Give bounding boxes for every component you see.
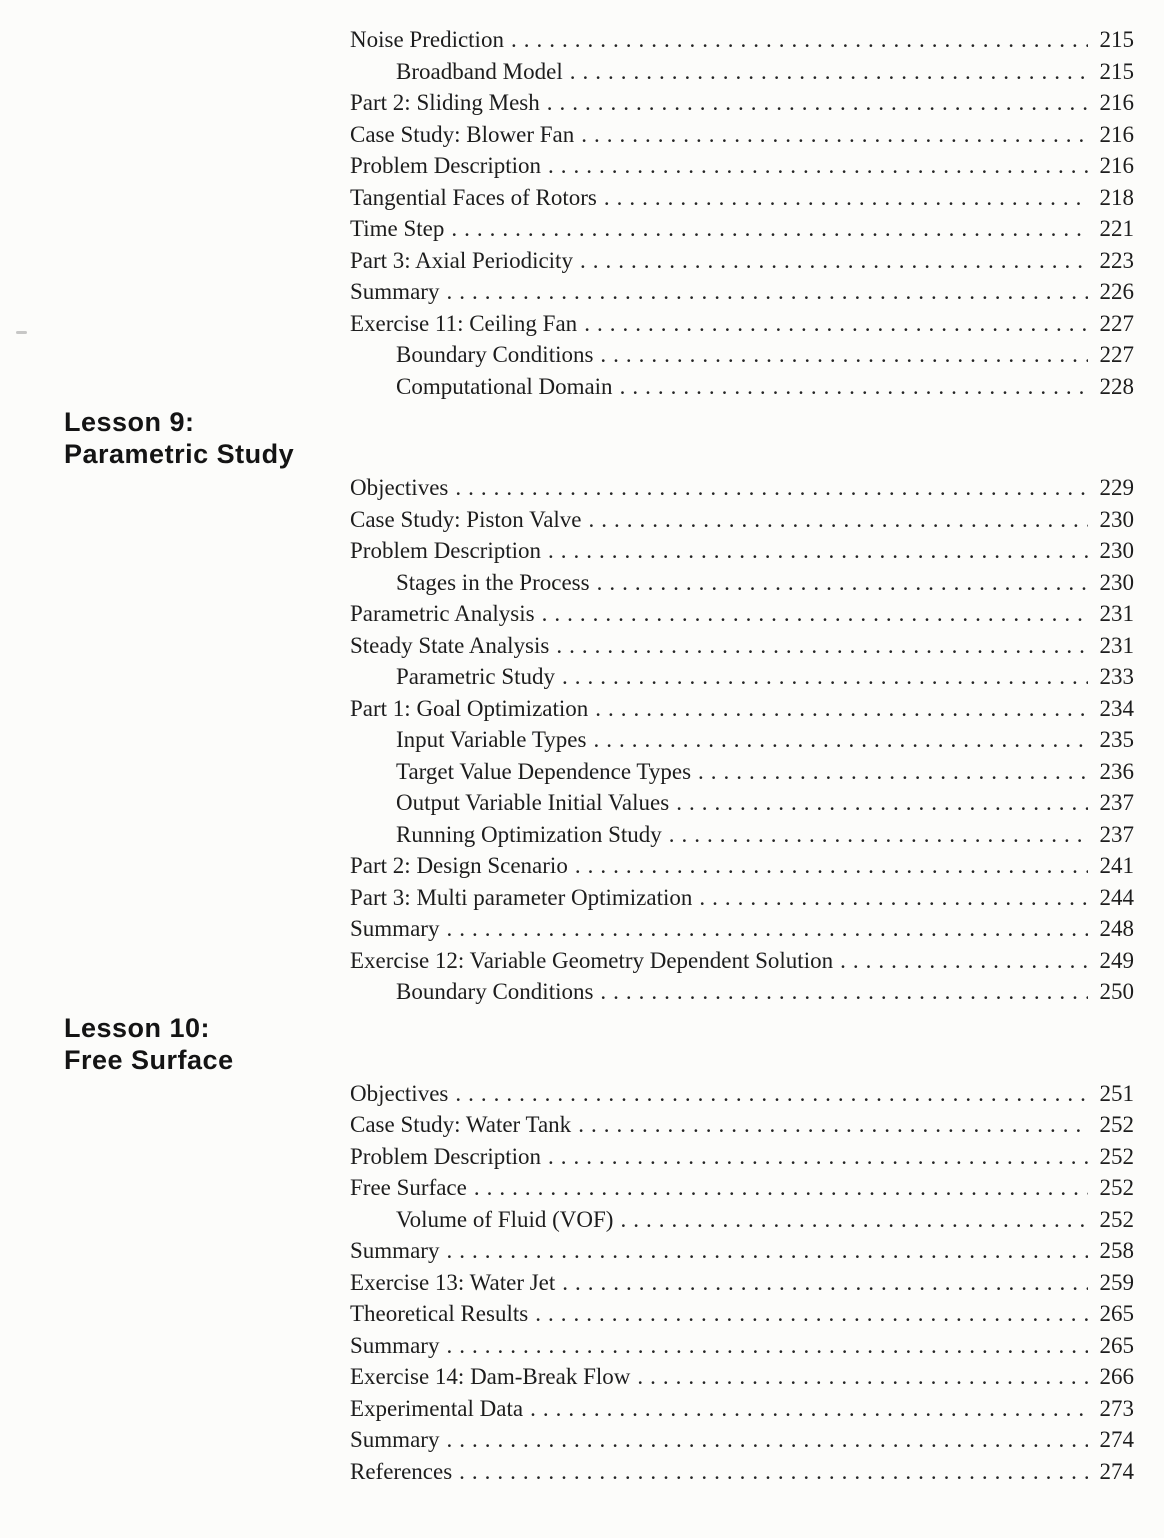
toc-entry-title: Part 3: Axial Periodicity (350, 247, 573, 273)
toc-entry-title: Part 2: Sliding Mesh (350, 90, 540, 115)
toc-entry-page-number: 223 (1099, 247, 1134, 273)
toc-entry (350, 976, 1134, 1008)
toc-entry-title: References (350, 1458, 453, 1484)
toc-entry-title: Summary (350, 279, 440, 304)
toc-entries (350, 1078, 1134, 1488)
toc-entry (350, 1267, 1134, 1299)
toc-entry-title: Input Variable Types (396, 727, 587, 752)
toc-entry-title: Case Study: Blower Fan (350, 121, 575, 147)
toc-entry (350, 1361, 1134, 1393)
toc-entry (350, 661, 1134, 693)
toc-entry-page-number: 266 (1099, 1364, 1134, 1389)
toc-leader-dots (620, 1204, 1088, 1236)
toc-entry (350, 819, 1134, 851)
toc-entry (350, 1456, 1134, 1488)
toc-entry-title: Problem Description (350, 153, 541, 178)
toc-section (0, 24, 1164, 402)
toc-entry-page-number: 265 (1099, 1301, 1134, 1326)
toc-entry (350, 56, 1134, 88)
toc-entry-page-number: 228 (1099, 373, 1134, 399)
toc-entry (350, 339, 1134, 371)
toc-entry (350, 850, 1134, 882)
toc-leader-dots (459, 1456, 1088, 1488)
toc-leader-dots (547, 87, 1088, 119)
toc-section (0, 406, 1164, 1008)
toc-leader-dots (595, 693, 1088, 725)
toc-leader-dots (446, 1235, 1088, 1267)
toc-entry-page-number: 274 (1099, 1458, 1134, 1484)
toc-entry-title: Free Surface (350, 1175, 467, 1200)
toc-entry-title: Case Study: Piston Valve (350, 506, 582, 532)
toc-entry-title: Part 1: Goal Optimization (350, 695, 589, 721)
lesson-heading-number: Lesson 10: (64, 1012, 211, 1043)
toc-entry (350, 245, 1134, 277)
toc-leader-dots (604, 182, 1088, 214)
toc-entry-page-number: 252 (1099, 1112, 1134, 1137)
toc-entry (350, 308, 1134, 340)
toc-entry-page-number: 237 (1099, 821, 1134, 847)
toc-entry (350, 1330, 1134, 1362)
toc-entry (350, 1298, 1134, 1330)
toc-entry-title: Computational Domain (396, 373, 613, 399)
toc-leader-dots (570, 56, 1088, 88)
toc-leader-dots (699, 882, 1088, 914)
toc-leader-dots (578, 1109, 1088, 1141)
toc-entry (350, 87, 1134, 119)
toc-entry-page-number: 227 (1099, 342, 1134, 367)
toc-entry (350, 598, 1134, 630)
toc-entry-title: Time Step (350, 216, 445, 241)
toc-entry (350, 882, 1134, 914)
toc-leader-dots (455, 472, 1088, 504)
toc-entry-page-number: 248 (1099, 916, 1134, 941)
toc-entry-page-number: 226 (1099, 279, 1134, 304)
toc-leader-dots (676, 787, 1088, 819)
toc-entry (350, 504, 1134, 536)
toc-entries (350, 24, 1134, 402)
toc-leader-dots (548, 1141, 1088, 1173)
toc-entry-page-number: 229 (1099, 475, 1134, 500)
toc-entry-page-number: 230 (1099, 538, 1134, 563)
toc-leader-dots (593, 724, 1088, 756)
toc-leader-dots (562, 661, 1088, 693)
toc-entry (350, 756, 1134, 788)
toc-entry-page-number: 259 (1099, 1269, 1134, 1295)
toc-entry-page-number: 221 (1099, 216, 1134, 241)
toc-entry (350, 472, 1134, 504)
toc-leader-dots (511, 24, 1088, 56)
toc-entry-title: Case Study: Water Tank (350, 1112, 572, 1137)
toc-leader-dots (530, 1393, 1088, 1425)
toc-entry-title: Boundary Conditions (396, 979, 594, 1004)
toc-section (0, 1012, 1164, 1488)
toc-leader-dots (600, 976, 1088, 1008)
toc-entry (350, 1424, 1134, 1456)
toc-entry-title: Objectives (350, 475, 449, 500)
toc-entry-page-number: 241 (1099, 853, 1134, 878)
toc-entry (350, 1204, 1134, 1236)
toc-entry-page-number: 231 (1099, 601, 1134, 626)
toc-leader-dots (575, 850, 1088, 882)
lesson-heading-title: Free Surface (64, 1044, 234, 1075)
toc-entry-page-number: 233 (1099, 664, 1134, 689)
toc-entry-title: Summary (350, 1427, 440, 1452)
toc-leader-dots (451, 213, 1088, 245)
lesson-heading (64, 406, 1164, 470)
toc-leader-dots (446, 276, 1088, 308)
lesson-heading (64, 1012, 1164, 1076)
toc-entry (350, 119, 1134, 151)
toc-entry-page-number: 215 (1099, 58, 1134, 84)
toc-entry-title: Target Value Dependence Types (396, 758, 692, 784)
toc-entry-title: Noise Prediction (350, 27, 504, 52)
toc-entry-page-number: 244 (1099, 884, 1134, 910)
toc-entry (350, 1235, 1134, 1267)
lesson-heading-title: Parametric Study (64, 439, 295, 469)
toc-entry (350, 693, 1134, 725)
toc-entry (350, 1141, 1134, 1173)
toc-entry-title: Running Optimization Study (396, 821, 662, 847)
toc-entry-page-number: 252 (1099, 1206, 1134, 1232)
toc-entry-page-number: 249 (1099, 947, 1134, 973)
toc-entry-title: Experimental Data (350, 1395, 524, 1421)
toc-entry-title: Broadband Model (396, 58, 563, 84)
toc-entry-page-number: 231 (1099, 632, 1134, 658)
toc-entry-page-number: 230 (1099, 569, 1134, 595)
toc-entry-title: Theoretical Results (350, 1301, 529, 1326)
toc-entry-page-number: 216 (1099, 153, 1134, 178)
toc-leader-dots (455, 1078, 1088, 1110)
toc-entry (350, 276, 1134, 308)
toc-entry-title: Part 3: Multi parameter Optimization (350, 884, 693, 910)
toc-leader-dots (698, 756, 1088, 788)
toc-entry-page-number: 215 (1099, 27, 1134, 52)
toc-entry-title: Summary (350, 1238, 440, 1263)
toc-entry (350, 535, 1134, 567)
toc-entry-title: Exercise 11: Ceiling Fan (350, 310, 578, 336)
toc-entry-title: Tangential Faces of Rotors (350, 184, 597, 210)
toc-entry-title: Volume of Fluid (VOF) (396, 1206, 614, 1232)
toc-entry-page-number: 235 (1099, 727, 1134, 752)
toc-entry-title: Summary (350, 1332, 440, 1358)
toc-leader-dots (474, 1172, 1088, 1204)
toc-entry-page-number: 230 (1099, 506, 1134, 532)
toc-entry (350, 1393, 1134, 1425)
toc-leader-dots (589, 504, 1088, 536)
toc-entry-page-number: 218 (1099, 184, 1134, 210)
toc-leader-dots (542, 598, 1088, 630)
toc-entry (350, 182, 1134, 214)
toc-leader-dots (840, 945, 1088, 977)
toc-leader-dots (637, 1361, 1088, 1393)
toc-entry-title: Output Variable Initial Values (396, 790, 670, 815)
toc-entry (350, 724, 1134, 756)
toc-leader-dots (548, 535, 1088, 567)
toc-leader-dots (446, 1330, 1088, 1362)
toc-entry-page-number: 265 (1099, 1332, 1134, 1358)
toc-entry-page-number: 236 (1099, 758, 1134, 784)
toc-entry-title: Part 2: Design Scenario (350, 853, 568, 878)
toc-entry-page-number: 237 (1099, 790, 1134, 815)
toc-leader-dots (446, 1424, 1088, 1456)
toc-entry-title: Steady State Analysis (350, 632, 550, 658)
toc-entry-title: Parametric Analysis (350, 601, 535, 626)
toc-entry (350, 1078, 1134, 1110)
toc-entry (350, 1109, 1134, 1141)
toc-leader-dots (581, 119, 1088, 151)
toc-leader-dots (446, 913, 1088, 945)
toc-entry-page-number: 216 (1099, 121, 1134, 147)
toc-leader-dots (584, 308, 1088, 340)
toc-leader-dots (600, 339, 1088, 371)
toc-leader-dots (562, 1267, 1088, 1299)
toc-entry-title: Exercise 13: Water Jet (350, 1269, 556, 1295)
toc-entry (350, 150, 1134, 182)
toc-leader-dots (597, 567, 1088, 599)
toc-leader-dots (580, 245, 1088, 277)
toc-leader-dots (548, 150, 1088, 182)
toc-entry-title: Exercise 12: Variable Geometry Dependent Solution (350, 947, 834, 973)
toc-entry (350, 630, 1134, 662)
toc-entry-page-number: 251 (1099, 1080, 1134, 1106)
toc-leader-dots (535, 1298, 1088, 1330)
toc-leader-dots (556, 630, 1088, 662)
toc-entry (350, 371, 1134, 403)
toc-leader-dots (620, 371, 1088, 403)
toc-entry-page-number: 258 (1099, 1238, 1134, 1263)
toc-entry (350, 945, 1134, 977)
toc-entry-title: Objectives (350, 1080, 449, 1106)
toc-entry (350, 567, 1134, 599)
toc-entry-page-number: 252 (1099, 1175, 1134, 1200)
toc-entry-title: Boundary Conditions (396, 342, 594, 367)
toc-leader-dots (669, 819, 1088, 851)
toc-entry-title: Parametric Study (396, 664, 556, 689)
lesson-heading-number: Lesson 9: (64, 407, 195, 437)
toc-entry-title: Problem Description (350, 538, 541, 563)
toc-entry-page-number: 250 (1099, 979, 1134, 1004)
toc-entry-page-number: 252 (1099, 1143, 1134, 1169)
toc-entry-title: Problem Description (350, 1143, 541, 1169)
toc-entry-title: Summary (350, 916, 440, 941)
toc-entries (350, 472, 1134, 1008)
toc-entry (350, 1172, 1134, 1204)
toc-entry-page-number: 273 (1099, 1395, 1134, 1421)
toc-entry-page-number: 227 (1099, 310, 1134, 336)
toc-entry (350, 24, 1134, 56)
toc-entry-page-number: 216 (1099, 90, 1134, 115)
toc-entry-title: Stages in the Process (396, 569, 590, 595)
toc-entry (350, 913, 1134, 945)
toc-content (0, 24, 1164, 1487)
toc-entry (350, 213, 1134, 245)
toc-entry-page-number: 274 (1099, 1427, 1134, 1452)
toc-entry (350, 787, 1134, 819)
toc-entry-page-number: 234 (1099, 695, 1134, 721)
toc-entry-title: Exercise 14: Dam-Break Flow (350, 1364, 631, 1389)
